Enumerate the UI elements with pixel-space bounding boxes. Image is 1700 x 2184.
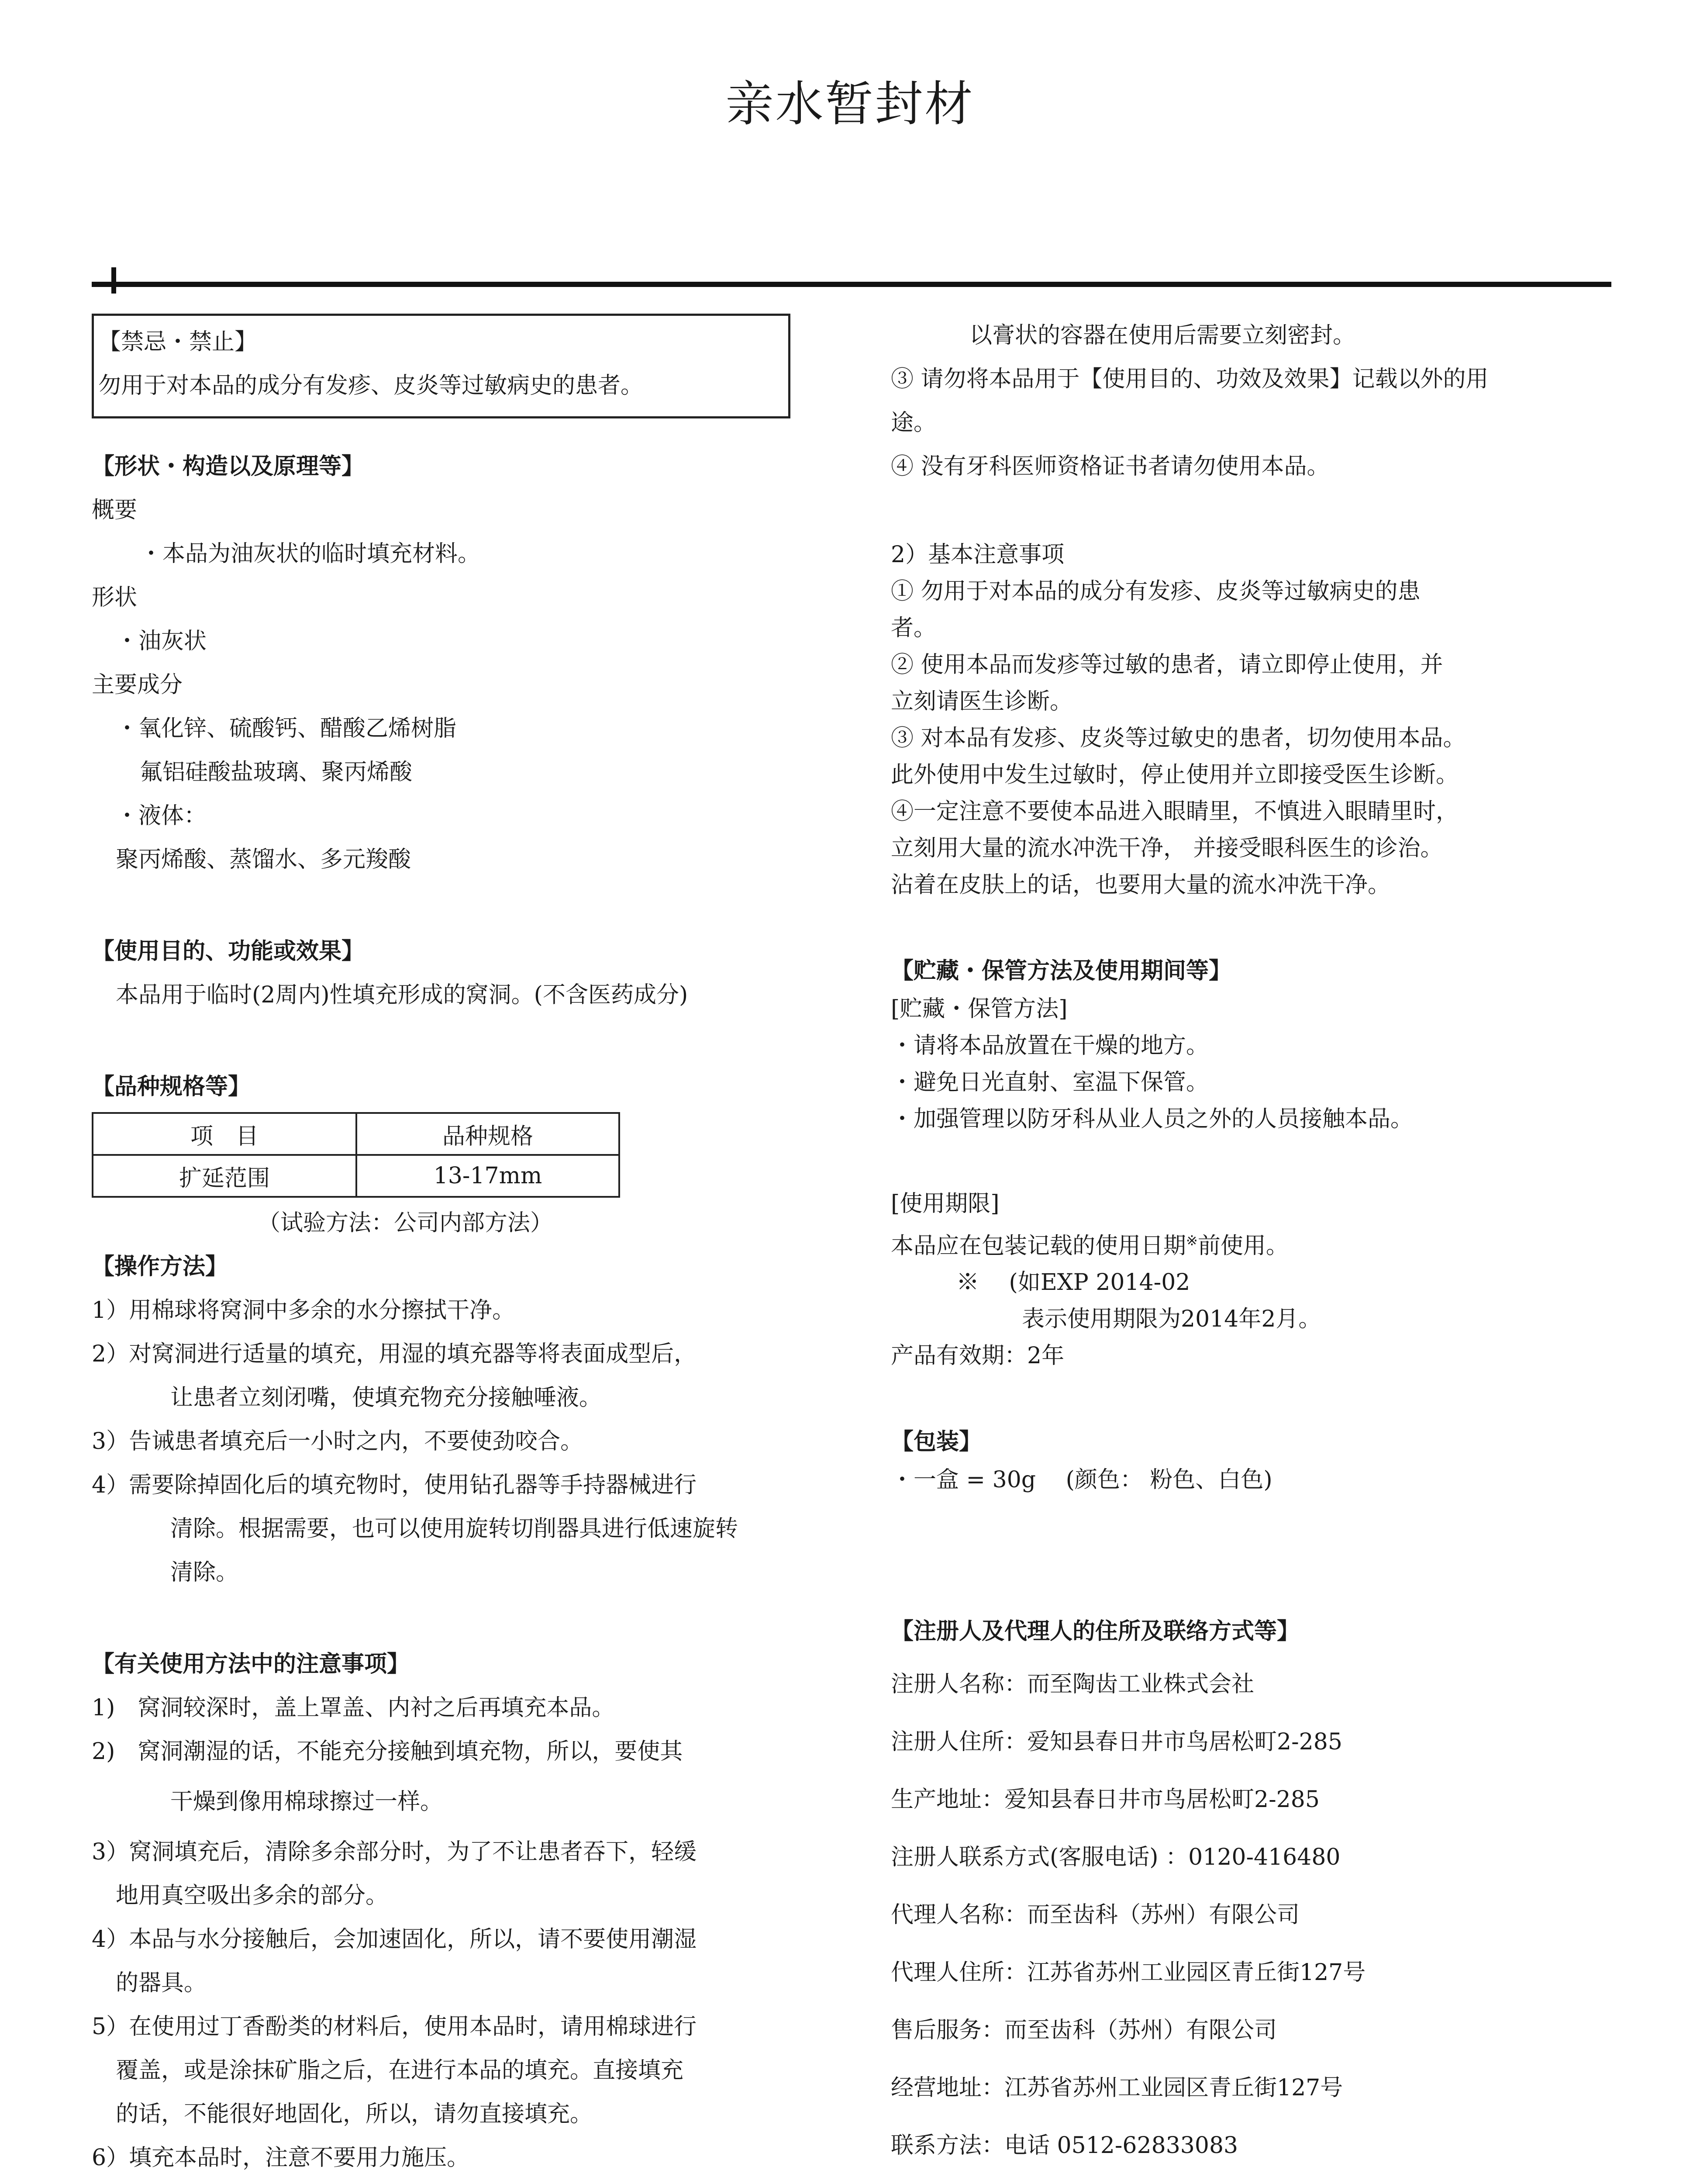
spec-table [92,1112,620,1198]
contact-line: 代理人名称：而至齿科（苏州）有限公司 [891,1902,1300,1928]
contact-heading: 【注册人及代理人的住所及联络方式等】 [891,1618,1300,1645]
shape-line: ・液体： [116,803,207,829]
storage-item: ・请将本品放置在干燥的地方。 [891,1033,1209,1059]
contact-line: 联系方法：电话 0512-62833083 [891,2132,1238,2159]
in-use-notes-line: 途。 [891,410,937,436]
contact-line: 代理人住所：江苏省苏州工业园区青丘街127号 [891,1959,1366,1986]
purpose-text: 本品用于临时(2周内)性填充形成的窝洞。(不含医药成分) [116,982,688,1008]
basic-notes-line: 此外使用中发生过敏时，停止使用并立即接受医生诊断。 [891,762,1459,788]
usage-notes-line: 覆盖，或是涂抹矿脂之后，在进行本品的填充。直接填充 [116,2057,684,2084]
contact-line: 注册人住所：爱知县春日井市鸟居松町2-285 [891,1729,1342,1755]
expiry-text [891,1222,1633,1264]
basic-notes-line: ② 使用本品而发疹等过敏的患者，请立即停止使用，并 [891,652,1443,678]
storage-item: ・避免日光直射、室温下保管。 [891,1069,1209,1095]
spec-row-value: 13-17mm [356,1155,619,1197]
operation-line: 3）告诫患者填充后一小时之内，不要使劲咬合。 [92,1428,583,1455]
shape-line: 聚丙烯酸、蒸馏水、多元羧酸 [116,847,411,873]
contact-line: 经营地址：江苏省苏州工业园区青丘街127号 [891,2075,1343,2101]
package-heading: 【包装】 [891,1428,982,1455]
usage-notes-line [92,2180,825,2184]
basic-notes-line: 者。 [891,615,937,641]
operation-line: 清除。 [170,1559,239,1586]
basic-notes-line: ① 勿用于对本品的成分有发疹、皮炎等过敏病史的患 [891,578,1421,605]
usage-notes-line: 的器具。 [116,1970,207,1996]
basic-notes-line: 2）基本注意事项 [891,542,1065,568]
expiry-subheading: [使用期限] [891,1191,1000,1217]
contraindication-text: 勿用于对本品的成分有发疹、皮炎等过敏病史的患者。 [98,373,644,399]
spec-heading: 【品种规格等】 [92,1073,251,1100]
shape-line: 氟铝硅酸盐玻璃、聚丙烯酸 [140,759,413,785]
expiry-example: ※ (如EXP 2014-02 [956,1269,1190,1296]
contact-section [891,1607,1633,2184]
contact-line: 注册人联系方式(客服电话) ：0120-416480 [891,1844,1341,1871]
storage-item: ・加强管理以防牙科从业人员之外的人员接触本品。 [891,1106,1414,1132]
basic-notes-line: 沾着在皮肤上的话，也要用大量的流水冲洗干净。 [891,872,1391,898]
spec-test-note: （试验方法：公司内部方法） [258,1210,553,1236]
in-use-notes-line: ③ 请勿将本品用于【使用目的、功效及效果】记载以外的用 [891,366,1489,392]
table-row [93,1113,619,1155]
contraindication-heading: 【禁忌・禁止】 [98,329,258,355]
basic-notes-line: 立刻用大量的流水冲洗干净， 并接受眼科医生的诊治。 [891,835,1443,861]
validity: 产品有效期：2年 [891,1343,1065,1369]
contact-line: 注册人名称：而至陶齿工业株式会社 [891,1671,1255,1698]
shape-line: ・本品为油灰状的临时填充材料。 [140,541,481,567]
usage-notes-line: 地用真空吸出多余的部分。 [116,1883,389,1909]
basic-notes-line: ③ 对本品有发疹、皮炎等过敏史的患者，切勿使用本品。 [891,725,1466,751]
in-use-notes-line: ④ 没有牙科医师资格证书者请勿使用本品。 [891,453,1330,480]
contact-line: 生产地址：爱知县春日井市鸟居松町2-285 [891,1787,1320,1813]
usage-notes-line: 4）本品与水分接触后，会加速固化，所以，请不要使用潮湿 [92,1926,697,1952]
operation-line: 1）用棉球将窝洞中多余的水分擦拭干净。 [92,1297,515,1324]
spec-header-item: 项 目 [93,1113,356,1155]
right-column [891,314,1633,2184]
basic-notes-line: ④一定注意不要使本品进入眼睛里，不慎进入眼睛里时， [891,798,1459,825]
contraindication-box [92,314,790,418]
expiry-text-b: 前使用。 [1197,1233,1289,1259]
operation-heading: 【操作方法】 [92,1253,228,1280]
usage-notes-heading: 【有关使用方法中的注意事项】 [92,1651,410,1677]
usage-notes-line: 5）在使用过丁香酚类的材料后，使用本品时，请用棉球进行 [92,2014,697,2040]
in-use-notes-line: 以膏状的容器在使用后需要立刻密封。 [969,322,1356,349]
storage-heading: 【贮藏・保管方法及使用期间等】 [891,957,1232,984]
usage-notes-line: 干燥到像用棉球擦过一样。 [170,1789,443,1815]
storage-subheading: [贮藏・保管方法] [891,996,1068,1022]
contact-line: 售后服务：而至齿科（苏州）有限公司 [891,2017,1277,2044]
usage-notes-line: 3）窝洞填充后，清除多余部分时，为了不让患者吞下，轻缓 [92,1839,697,1865]
spec-row-item: 扩延范围 [93,1155,356,1197]
shape-line: ・氧化锌、硫酸钙、醋酸乙烯树脂 [116,715,457,742]
usage-notes-line: 1) 窝洞较深时，盖上罩盖、内衬之后再填充本品。 [92,1695,615,1721]
expiry-mark: ※ [1186,1232,1198,1249]
purpose-heading: 【使用目的、功能或效果】 [92,938,365,964]
expiry-text-a: 本品应在包装记载的使用日期 [891,1233,1186,1259]
usage-notes-line: 6）填充本品时，注意不要用力施压。 [92,2145,470,2171]
table-row [93,1155,619,1197]
shape-line: ・油灰状 [116,628,207,654]
document-title: 亲水暂封材 [725,76,975,132]
package-text: ・一盒 = 30g (颜色： 粉色、白色) [891,1467,1272,1493]
usage-notes-line: 的话，不能很好地固化，所以，请勿直接填充。 [116,2101,593,2127]
shape-heading: 【形状・构造以及原理等】 [92,453,365,480]
header-rule-tick [111,267,116,294]
shape-line: 主要成分 [92,672,183,698]
contact-line [891,2174,1633,2184]
shape-line: 概要 [92,497,138,523]
operation-line: 2）对窝洞进行适量的填充，用湿的填充器等将表面成型后， [92,1341,697,1367]
header-rule [92,282,1611,287]
spec-header-value: 品种规格 [356,1113,619,1155]
operation-line: 让患者立刻闭嘴，使填充物充分接触唾液。 [170,1385,602,1411]
usage-notes-line: 2) 窝洞潮湿的话，不能充分接触到填充物，所以，要使其 [92,1738,683,1765]
operation-line: 清除。根据需要，也可以使用旋转切削器具进行低速旋转 [170,1516,738,1542]
basic-notes-line: 立刻请医生诊断。 [891,688,1073,715]
expiry-example-2: 表示使用期限为2014年2月。 [1022,1306,1321,1333]
left-column [92,314,825,2184]
shape-line: 形状 [92,584,138,611]
operation-line: 4）需要除掉固化后的填充物时，使用钻孔器等手持器械进行 [92,1472,697,1498]
